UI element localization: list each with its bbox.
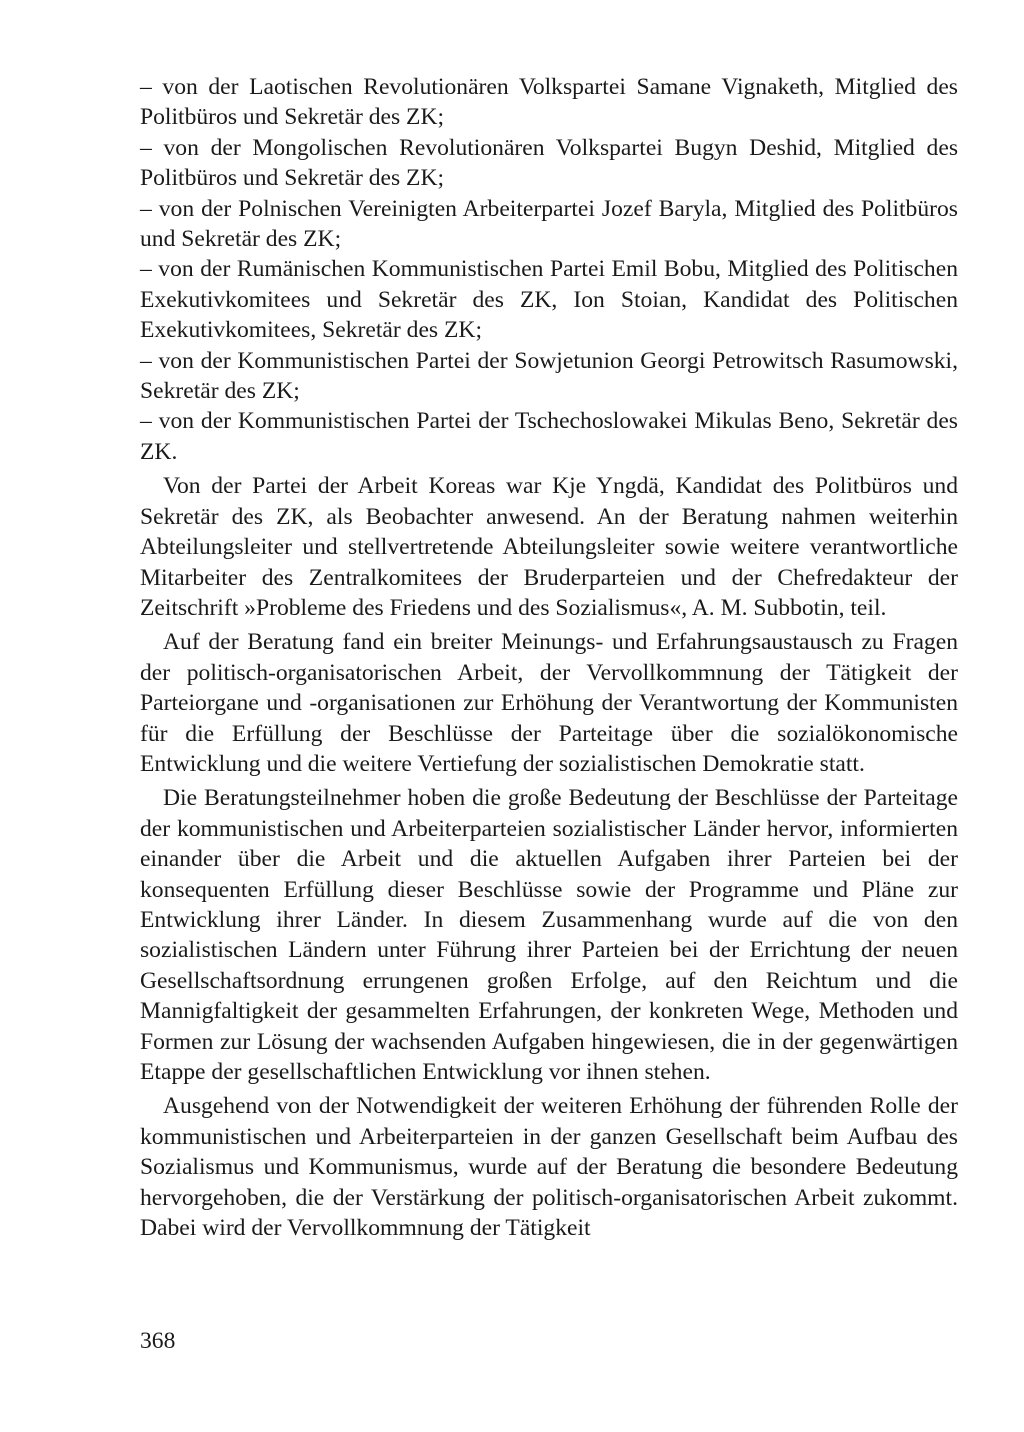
paragraph-exchange: Auf der Beratung fand ein breiter Meinungs- und Erfahrungsaustausch zu Fragen der politisch-organisatorischen Arbeit, der Vervollkommnung der Tätigkeit der Parteiorgane und -organisationen zur Erhöhung der Verantwortung der Kommunisten für die Erfüllung der Beschlüsse der Parteitage über die sozialökonomische Entwicklung und die weitere Vertiefung der sozialistischen Demokratie statt.: [140, 629, 958, 777]
page-body: [140, 72, 958, 1243]
list-item: – von der Kommunistischen Partei der Sowjetunion Georgi Petrowitsch Rasumowski, Sekretär des ZK;: [140, 347, 958, 405]
page-number: 368: [140, 1328, 176, 1354]
list-item: – von der Polnischen Vereinigten Arbeiterpartei Jozef Baryla, Mitglied des Politbüros und Sekretär des ZK;: [140, 195, 958, 253]
paragraph-participants: Die Beratungsteilnehmer hoben die große Bedeutung der Beschlüsse der Parteitage der kommunistischen und Arbeiterparteien sozialistischer Länder hervor, informierten einander über die Arbeit und die aktuellen Aufgaben ihrer Parteien bei der konsequenten Erfüllung dieser Beschlüsse sowie der Programme und Pläne zur Entwicklung ihrer Länder. In diesem Zusammenhang wurde auf die von den sozialistischen Ländern unter Führung ihrer Parteien bei der Errichtung der neuen Gesellschaftsordnung errungenen großen Erfolge, auf den Reichtum und die Mannigfaltigkeit der gesammelten Erfahrungen, der konkreten Wege, Methoden und Formen zur Lösung der wachsenden Aufgaben hingewiesen, die in der gegenwärtigen Etappe der gesellschaftlichen Entwicklung vor ihnen stehen.: [140, 785, 958, 1085]
list-item: – von der Kommunistischen Partei der Tschechoslowakei Mikulas Beno, Sekretär des ZK.: [140, 408, 958, 465]
list-item: – von der Mongolischen Revolutionären Volkspartei Bugyn Deshid, Mitglied des Politbüros und Sekretär des ZK;: [140, 134, 958, 192]
paragraph-leading-role: Ausgehend von der Notwendigkeit der weiteren Erhöhung der führenden Rolle der kommunistischen und Arbeiterparteien in der ganzen Gesellschaft beim Aufbau des Sozialismus und Kommunismus, wurde auf der Beratung die besondere Bedeutung hervorgehoben, die der Verstärkung der politisch-organisatorischen Arbeit zukommt. Dabei wird der Vervollkommnung der Tätigkeit: [140, 1093, 958, 1242]
paragraph-observer: Von der Partei der Arbeit Koreas war Kje Yngdä, Kandidat des Politbüros und Sekretär des ZK, als Beobachter anwesend. An der Beratung nahmen weiterhin Abteilungsleiter und stellvertretende Abteilungsleiter sowie weitere verantwortliche Mitarbeiter des Zentralkomitees der Bruderparteien und der Chefredakteur der Zeitschrift »Probleme des Friedens und des Sozialismus«, A. M. Subbotin, teil.: [140, 473, 958, 621]
list-item: – von der Rumänischen Kommunistischen Partei Emil Bobu, Mitglied des Politischen Exekutivkomitees und Sekretär des ZK, Ion Stoian, Kandidat des Politischen Exekutivkomitees, Sekretär des ZK;: [140, 256, 958, 344]
list-item: – von der Laotischen Revolutionären Volkspartei Samane Vignaketh, Mitglied des Politbüros und Sekretär des ZK;: [140, 74, 958, 131]
